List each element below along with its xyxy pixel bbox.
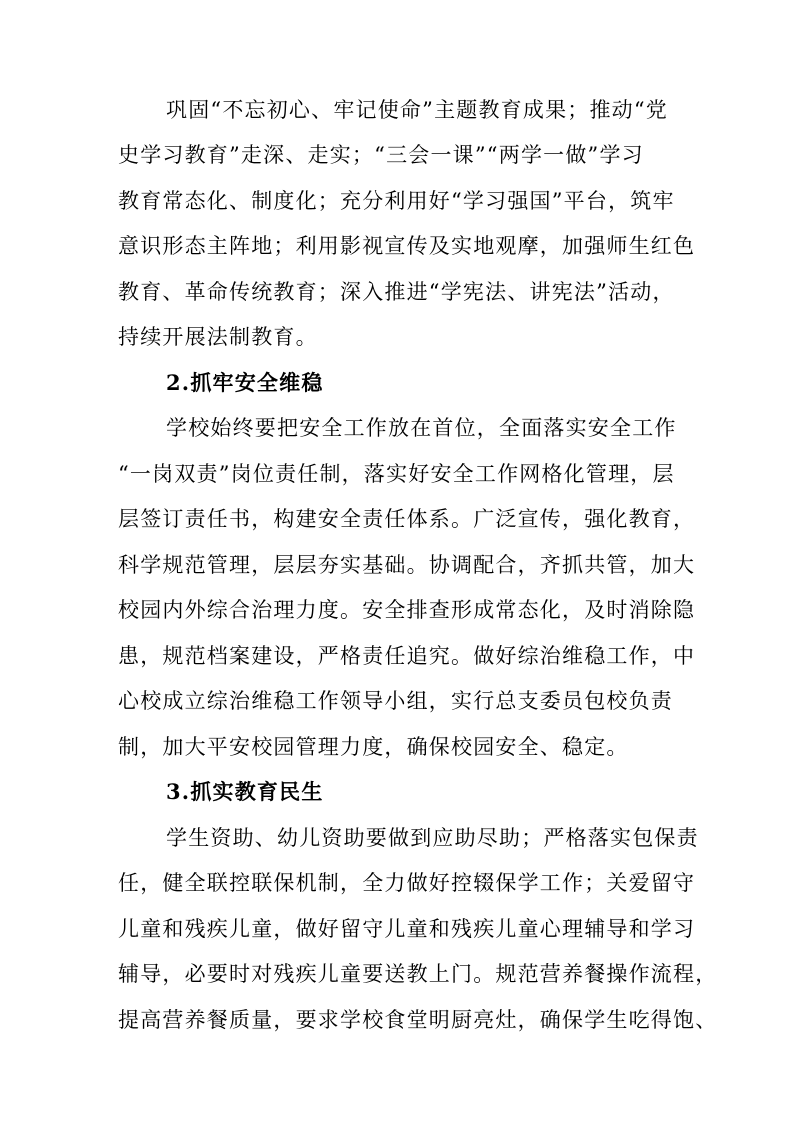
paragraph-line: 学校始终要把安全工作放在首位，全面落实安全工作	[166, 416, 677, 440]
paragraph-line: 持续开展法制教育。	[118, 325, 318, 349]
section-heading: 2.抓牢安全维稳	[166, 370, 324, 395]
paragraph-line: 教育、革命传统教育；深入推进“学宪法、讲宪法”活动，	[118, 280, 675, 304]
paragraph-line: 提高营养餐质量，要求学校食堂明厨亮灶，确保学生吃得饱、	[118, 1008, 718, 1032]
paragraph-line: 学生资助、幼儿资助要做到应助尽助；严格落实包保责	[166, 826, 699, 850]
paragraph-line: 任，健全联控联保机制，全力做好控辍保学工作；关爱留守	[118, 871, 696, 895]
paragraph-line: 意识形态主阵地；利用影视宣传及实地观摩，加强师生红色	[118, 234, 696, 258]
paragraph-line: 科学规范管理，层层夯实基础。协调配合，齐抓共管，加大	[118, 553, 696, 577]
paragraph-line: 患，规范档案建设，严格责任追究。做好综治维稳工作，中	[118, 644, 696, 668]
section-heading: 3.抓实教育民生	[166, 779, 324, 804]
paragraph-line: 教育常态化、制度化；充分利用好“学习强国”平台，筑牢	[118, 189, 675, 213]
paragraph-line: “一岗双责”岗位责任制，落实好安全工作网格化管理，层	[118, 462, 675, 486]
paragraph-line: 层签订责任书，构建安全责任体系。广泛宣传，强化教育，	[118, 507, 696, 531]
paragraph-line: 辅导，必要时对残疾儿童要送教上门。规范营养餐操作流程，	[118, 962, 718, 986]
paragraph-line: 制，加大平安校园管理力度，确保校园安全、稳定。	[118, 735, 629, 759]
paragraph-line: 儿童和残疾儿童，做好留守儿童和残疾儿童心理辅导和学习	[118, 917, 696, 941]
paragraph-line: 校园内外综合治理力度。安全排查形成常态化，及时消除隐	[118, 598, 696, 622]
paragraph-line: 史学习教育”走深、走实；“三会一课”“两学一做”学习	[118, 143, 644, 167]
paragraph-line: 心校成立综治维稳工作领导小组，实行总支委员包校负责	[118, 689, 673, 713]
paragraph-line: 巩固“不忘初心、牢记使命”主题教育成果；推动“党	[166, 98, 669, 122]
